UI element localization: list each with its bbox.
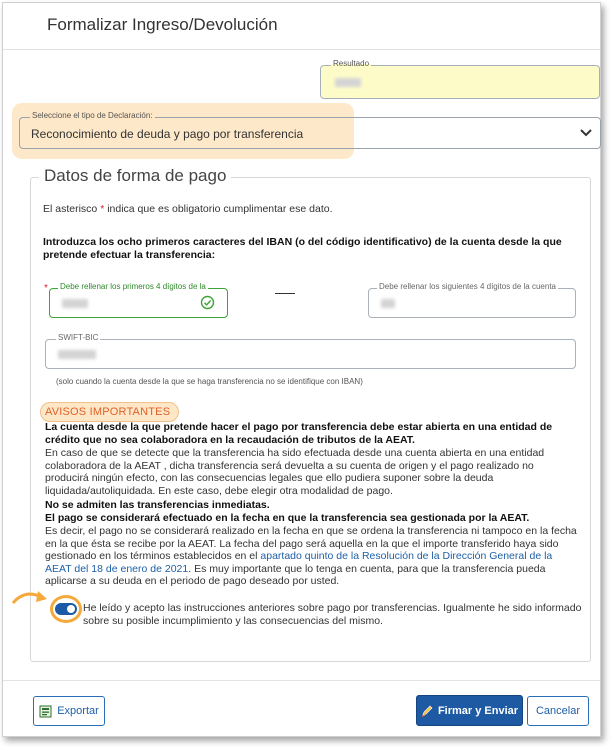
iban-first-label: Debe rellenar los primeros 4 dígitos de la (60, 282, 206, 291)
chevron-down-icon[interactable] (578, 124, 594, 140)
resultado-field[interactable] (320, 59, 600, 99)
iban-second-label: Debe rellenar los siguientes 4 dígitos de la cuenta (379, 282, 556, 291)
export-button[interactable] (33, 696, 105, 726)
accept-toggle[interactable] (55, 603, 77, 615)
iban-first-digits-input[interactable] (49, 282, 228, 318)
check-circle-icon (200, 295, 215, 310)
aviso-fecha-text: Es decir, el pago no se considerará realizado en la fecha en que se ordena la transferencia ni tampoco en la fecha en la que ésta se recibe por la AEAT. La fecha del pago será aquella en la que el importe transferido haya sido gestionado en los términos establecidos en el apartado quinto de la Resolución de la Dirección General de la AEAT del 18 de enero de 2021. Es muy importante que lo tenga en cuenta, para que la transferencia pueda aplicarse a su deuda en el periodo de pago deseado por usted. (45, 525, 577, 588)
swift-label: SWIFT-BIC (58, 333, 99, 342)
iban-separator (275, 293, 295, 294)
iban-first-value-redacted (62, 299, 88, 308)
pen-sign-icon (421, 704, 434, 717)
resultado-value-redacted (335, 78, 361, 87)
export-label: Exportar (57, 705, 99, 717)
asterisk-note: El asterisco * indica que es obligatorio cumplimentar ese dato. (43, 203, 333, 215)
footer-divider (3, 680, 600, 681)
formalizar-dialog (2, 2, 601, 737)
iban-second-value-redacted (381, 299, 395, 308)
swift-note: (solo cuando la cuenta desde la que se haga transferencia no se identifique con IBAN) (56, 377, 363, 386)
resolucion-link[interactable]: apartado quinto de la Resolución de la Dirección General de la AEAT del 18 de enero de 2021 (45, 550, 553, 575)
aviso-inmediatas: No se admiten las transferencias inmediatas. (45, 499, 270, 511)
tipo-declaracion-value: Reconocimiento de deuda y pago por transferencia (31, 127, 304, 141)
sign-label: Firmar y Enviar (437, 704, 519, 717)
forma-pago-legend: Datos de forma de pago (39, 166, 231, 186)
tipo-declaracion-label: Seleccione el tipo de Declaración: (32, 111, 153, 120)
required-asterisk: * (44, 283, 48, 294)
resultado-label: Resultado (333, 59, 370, 68)
tipo-declaracion-select[interactable] (19, 111, 601, 149)
dialog-title: Formalizar Ingreso/Devolución (47, 15, 278, 34)
iban-second-digits-input[interactable] (368, 282, 576, 318)
swift-bic-input[interactable] (45, 333, 576, 369)
pointer-arrow-icon (11, 587, 51, 611)
accept-text: He leído y acepto las instrucciones anteriores sobre pago por transferencias. Igualmente he sido informado sobre su posible incumplimiento y las consecuencias del mismo. (83, 602, 582, 627)
aviso-fecha-bold: El pago se considerará efectuado en la fecha en que la transferencia sea gestionada por la AEAT. (45, 512, 530, 524)
export-document-icon (39, 705, 52, 718)
swift-value-redacted (58, 350, 96, 359)
cancel-button[interactable]: Cancelar (527, 696, 589, 726)
sign-and-send-button[interactable] (416, 695, 523, 726)
title-divider (3, 49, 600, 50)
avisos-title: AVISOS IMPORTANTES (45, 406, 171, 418)
iban-instructions: Introduzca los ocho primeros caracteres del IBAN (o del código identificativo) de la cuenta desde la que pretende efectuar la transferencia: (43, 236, 562, 261)
aviso-cuenta-bold: La cuenta desde la que pretende hacer el pago por transferencia debe estar abierta en una entidad de crédito que no sea colaboradora en la recaudación de tributos de la AEAT. (45, 421, 553, 446)
aviso-cuenta-text: En caso de que se detecte que la transferencia ha sido efectuada desde una cuenta abierta en una entidad colaboradora de la AEAT , dicha transferencia será devuelta a su cuenta de origen y el pago realizado no producirá ningún efecto, con las consecuencias legales que ello pudiera suponer sobre la deuda liquidada/autoliquidada. En este caso, debe elegir otra modalidad de pago. (45, 447, 545, 497)
